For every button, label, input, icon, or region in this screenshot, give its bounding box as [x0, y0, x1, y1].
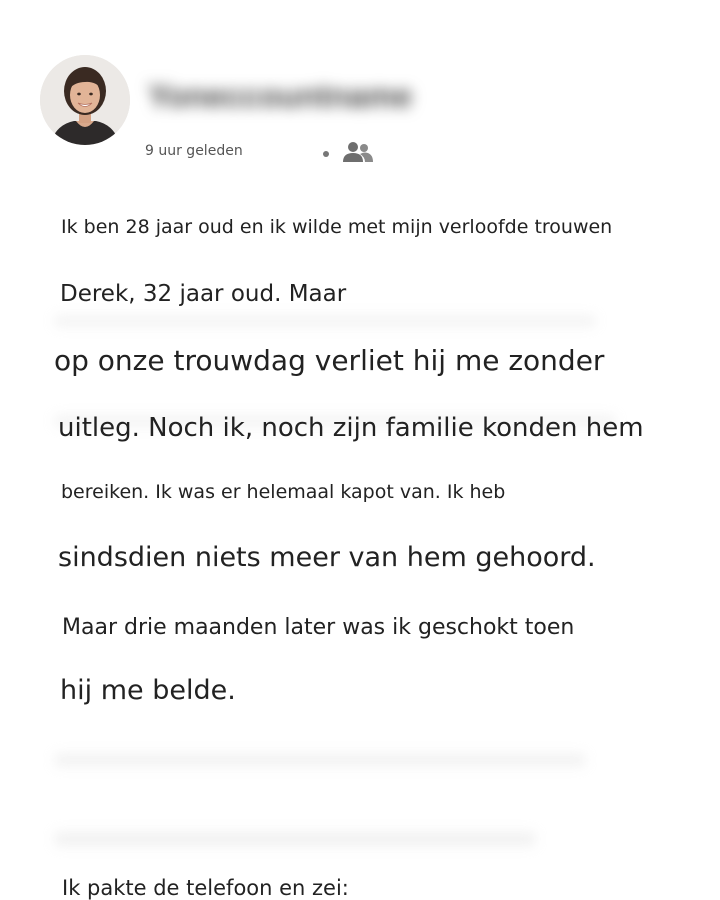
story-line: Maar drie maanden later was ik geschokt toen [62, 615, 575, 640]
story-line: bereiken. Ik was er helemaal kapot van. Ik heb [61, 481, 506, 503]
story-line: sindsdien niets meer van hem gehoord. [58, 542, 596, 573]
background-ghost-text [55, 820, 535, 853]
post-timestamp: 9 uur geleden [145, 143, 243, 159]
story-line: Ik ben 28 jaar oud en ik wilde met mijn verloofde trouwen [61, 216, 613, 238]
story-line: Derek, 32 jaar oud. Maar [60, 281, 347, 307]
separator-dot [323, 151, 329, 157]
profile-photo [40, 55, 130, 145]
story-line: op onze trouwdag verliet hij me zonder [54, 344, 605, 377]
story-line: Ik pakte de telefoon en zei: [62, 876, 349, 900]
avatar[interactable] [40, 55, 130, 145]
background-ghost-text [55, 740, 585, 773]
author-name[interactable]: Yoneccountname [148, 78, 413, 114]
story-line: hij me belde. [60, 675, 236, 706]
story-line: uitleg. Noch ik, noch zijn familie konden hem [58, 413, 644, 443]
group-icon[interactable] [340, 140, 374, 164]
